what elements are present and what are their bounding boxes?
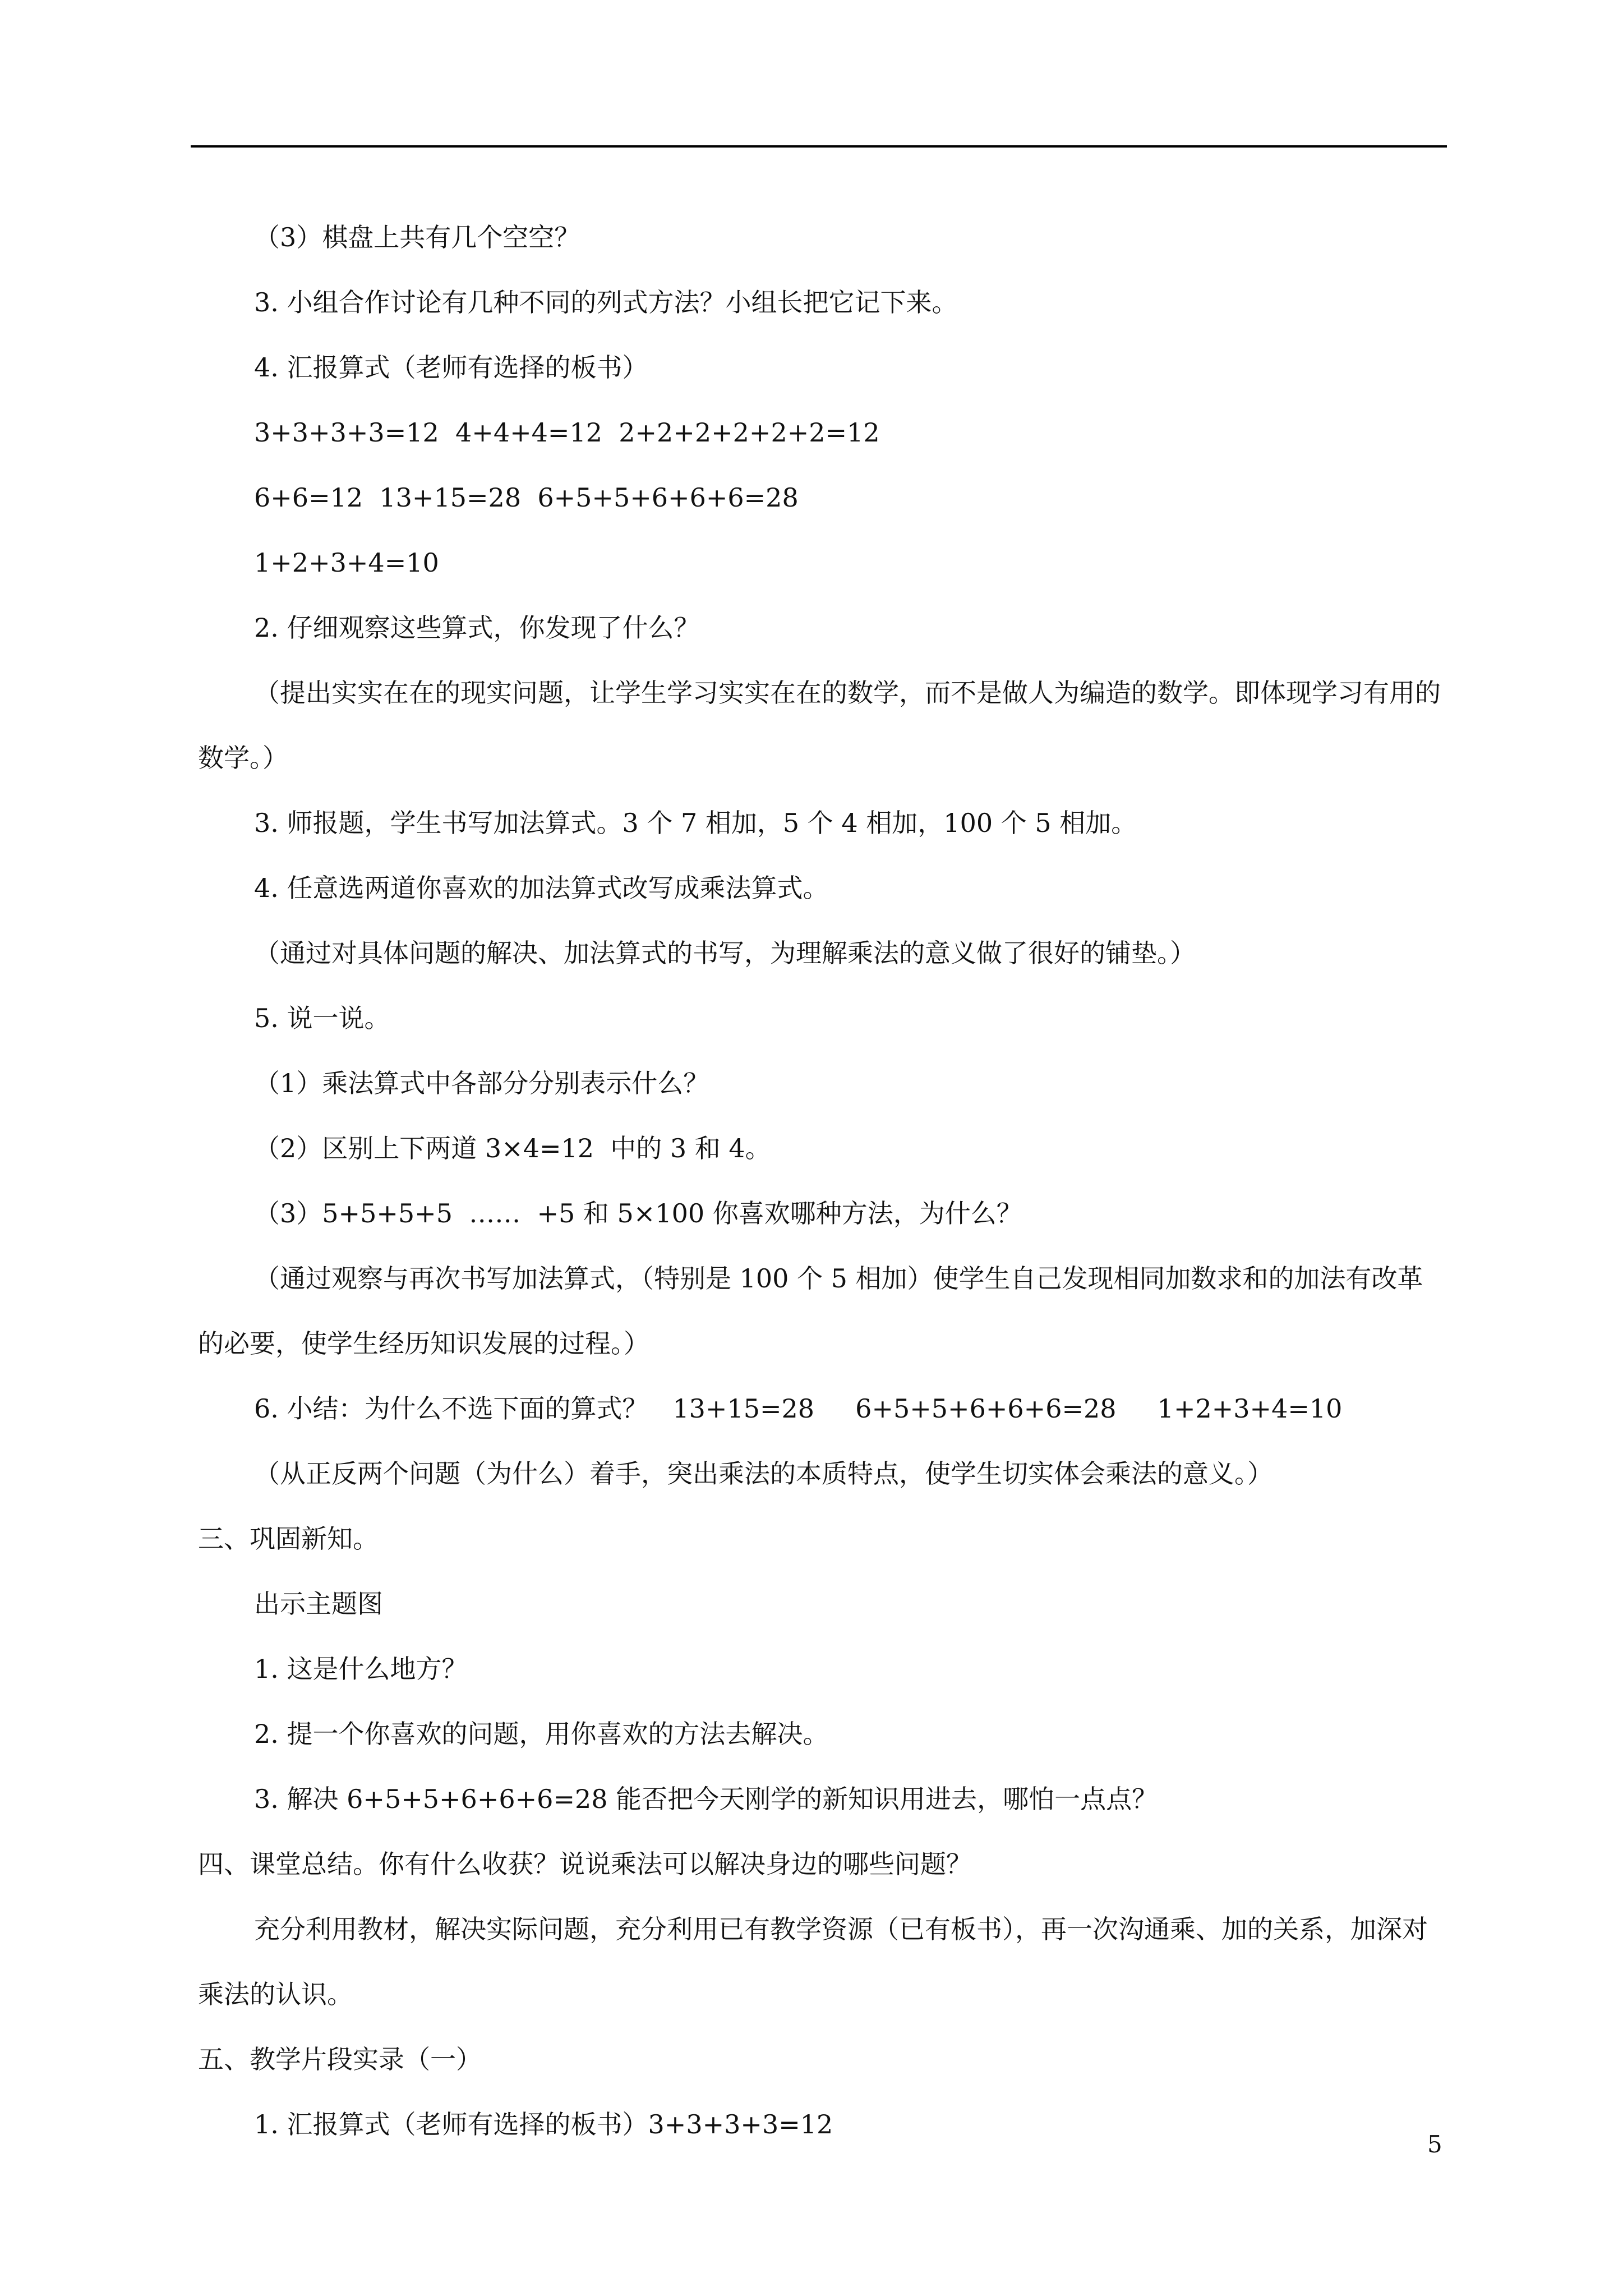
page-number: 5 [1427, 2131, 1442, 2158]
paragraph: 4. 任意选两道你喜欢的加法算式改写成乘法算式。 [254, 873, 829, 903]
paragraph: （1）乘法算式中各部分分别表示什么？ [254, 1068, 709, 1098]
section-heading: 三、巩固新知。 [198, 1524, 379, 1554]
document-body [198, 205, 1449, 2157]
paragraph: 充分利用教材，解决实际问题，充分利用已有教学资源（已有板书），再一次沟通乘、加的关系，加深对乘法的认识。 [198, 1914, 1428, 2009]
paragraph: 6. 小结：为什么不选下面的算式？ 13+15=28 6+5+5+6+6+6=28 1+2+3+4=10 [254, 1393, 1343, 1424]
equation-line: 3+3+3+3=12 4+4+4=12 2+2+2+2+2+2=12 [254, 417, 880, 448]
paragraph: 1. 汇报算式（老师有选择的板书）3+3+3+3=12 [254, 2109, 833, 2139]
equation-line: 6+6=12 13+15=28 6+5+5+6+6+6=28 [254, 482, 799, 513]
paragraph: （3）5+5+5+5 …… +5 和 5×100 你喜欢哪种方法，为什么？ [254, 1198, 1022, 1228]
paragraph: 2. 提一个你喜欢的问题，用你喜欢的方法去解决。 [254, 1719, 829, 1749]
commentary-paragraph: （通过对具体问题的解决、加法算式的书写，为理解乘法的意义做了很好的铺垫。） [254, 938, 1196, 968]
paragraph: 1. 这是什么地方？ [254, 1654, 468, 1684]
commentary-paragraph: （通过观察与再次书写加法算式，（特别是 100 个 5 相加）使学生自己发现相同加数求和的加法有改革的必要，使学生经历知识发展的过程。） [198, 1263, 1423, 1359]
section-heading: 四、课堂总结。你有什么收获？说说乘法可以解决身边的哪些问题？ [198, 1849, 972, 1879]
paragraph: 3. 小组合作讨论有几种不同的列式方法？小组长把它记下来。 [254, 287, 958, 318]
paragraph: （3）棋盘上共有几个空空？ [254, 222, 580, 252]
paragraph: 2. 仔细观察这些算式，你发现了什么？ [254, 613, 700, 643]
paragraph: 3. 解决 6+5+5+6+6+6=28 能否把今天刚学的新知识用进去，哪怕一点点？ [254, 1784, 1158, 1814]
paragraph: 出示主题图 [254, 1589, 383, 1619]
paragraph: 3. 师报题，学生书写加法算式。3 个 7 相加，5 个 4 相加，100 个 5 相加。 [254, 808, 1137, 838]
section-heading: 五、教学片段实录（一） [198, 2044, 482, 2074]
paragraph: 4. 汇报算式（老师有选择的板书） [254, 352, 648, 383]
paragraph: 5. 说一说。 [254, 1003, 390, 1033]
commentary-paragraph: （从正反两个问题（为什么）着手，突出乘法的本质特点，使学生切实体会乘法的意义。） [254, 1458, 1273, 1489]
header-rule [191, 145, 1447, 148]
commentary-paragraph: （提出实实在在的现实问题，让学生学习实实在在的数学，而不是做人为编造的数学。即体现学习有用的数学。） [198, 678, 1441, 773]
equation-line: 1+2+3+4=10 [254, 547, 439, 578]
paragraph: （2）区别上下两道 3×4=12 中的 3 和 4。 [254, 1133, 771, 1163]
